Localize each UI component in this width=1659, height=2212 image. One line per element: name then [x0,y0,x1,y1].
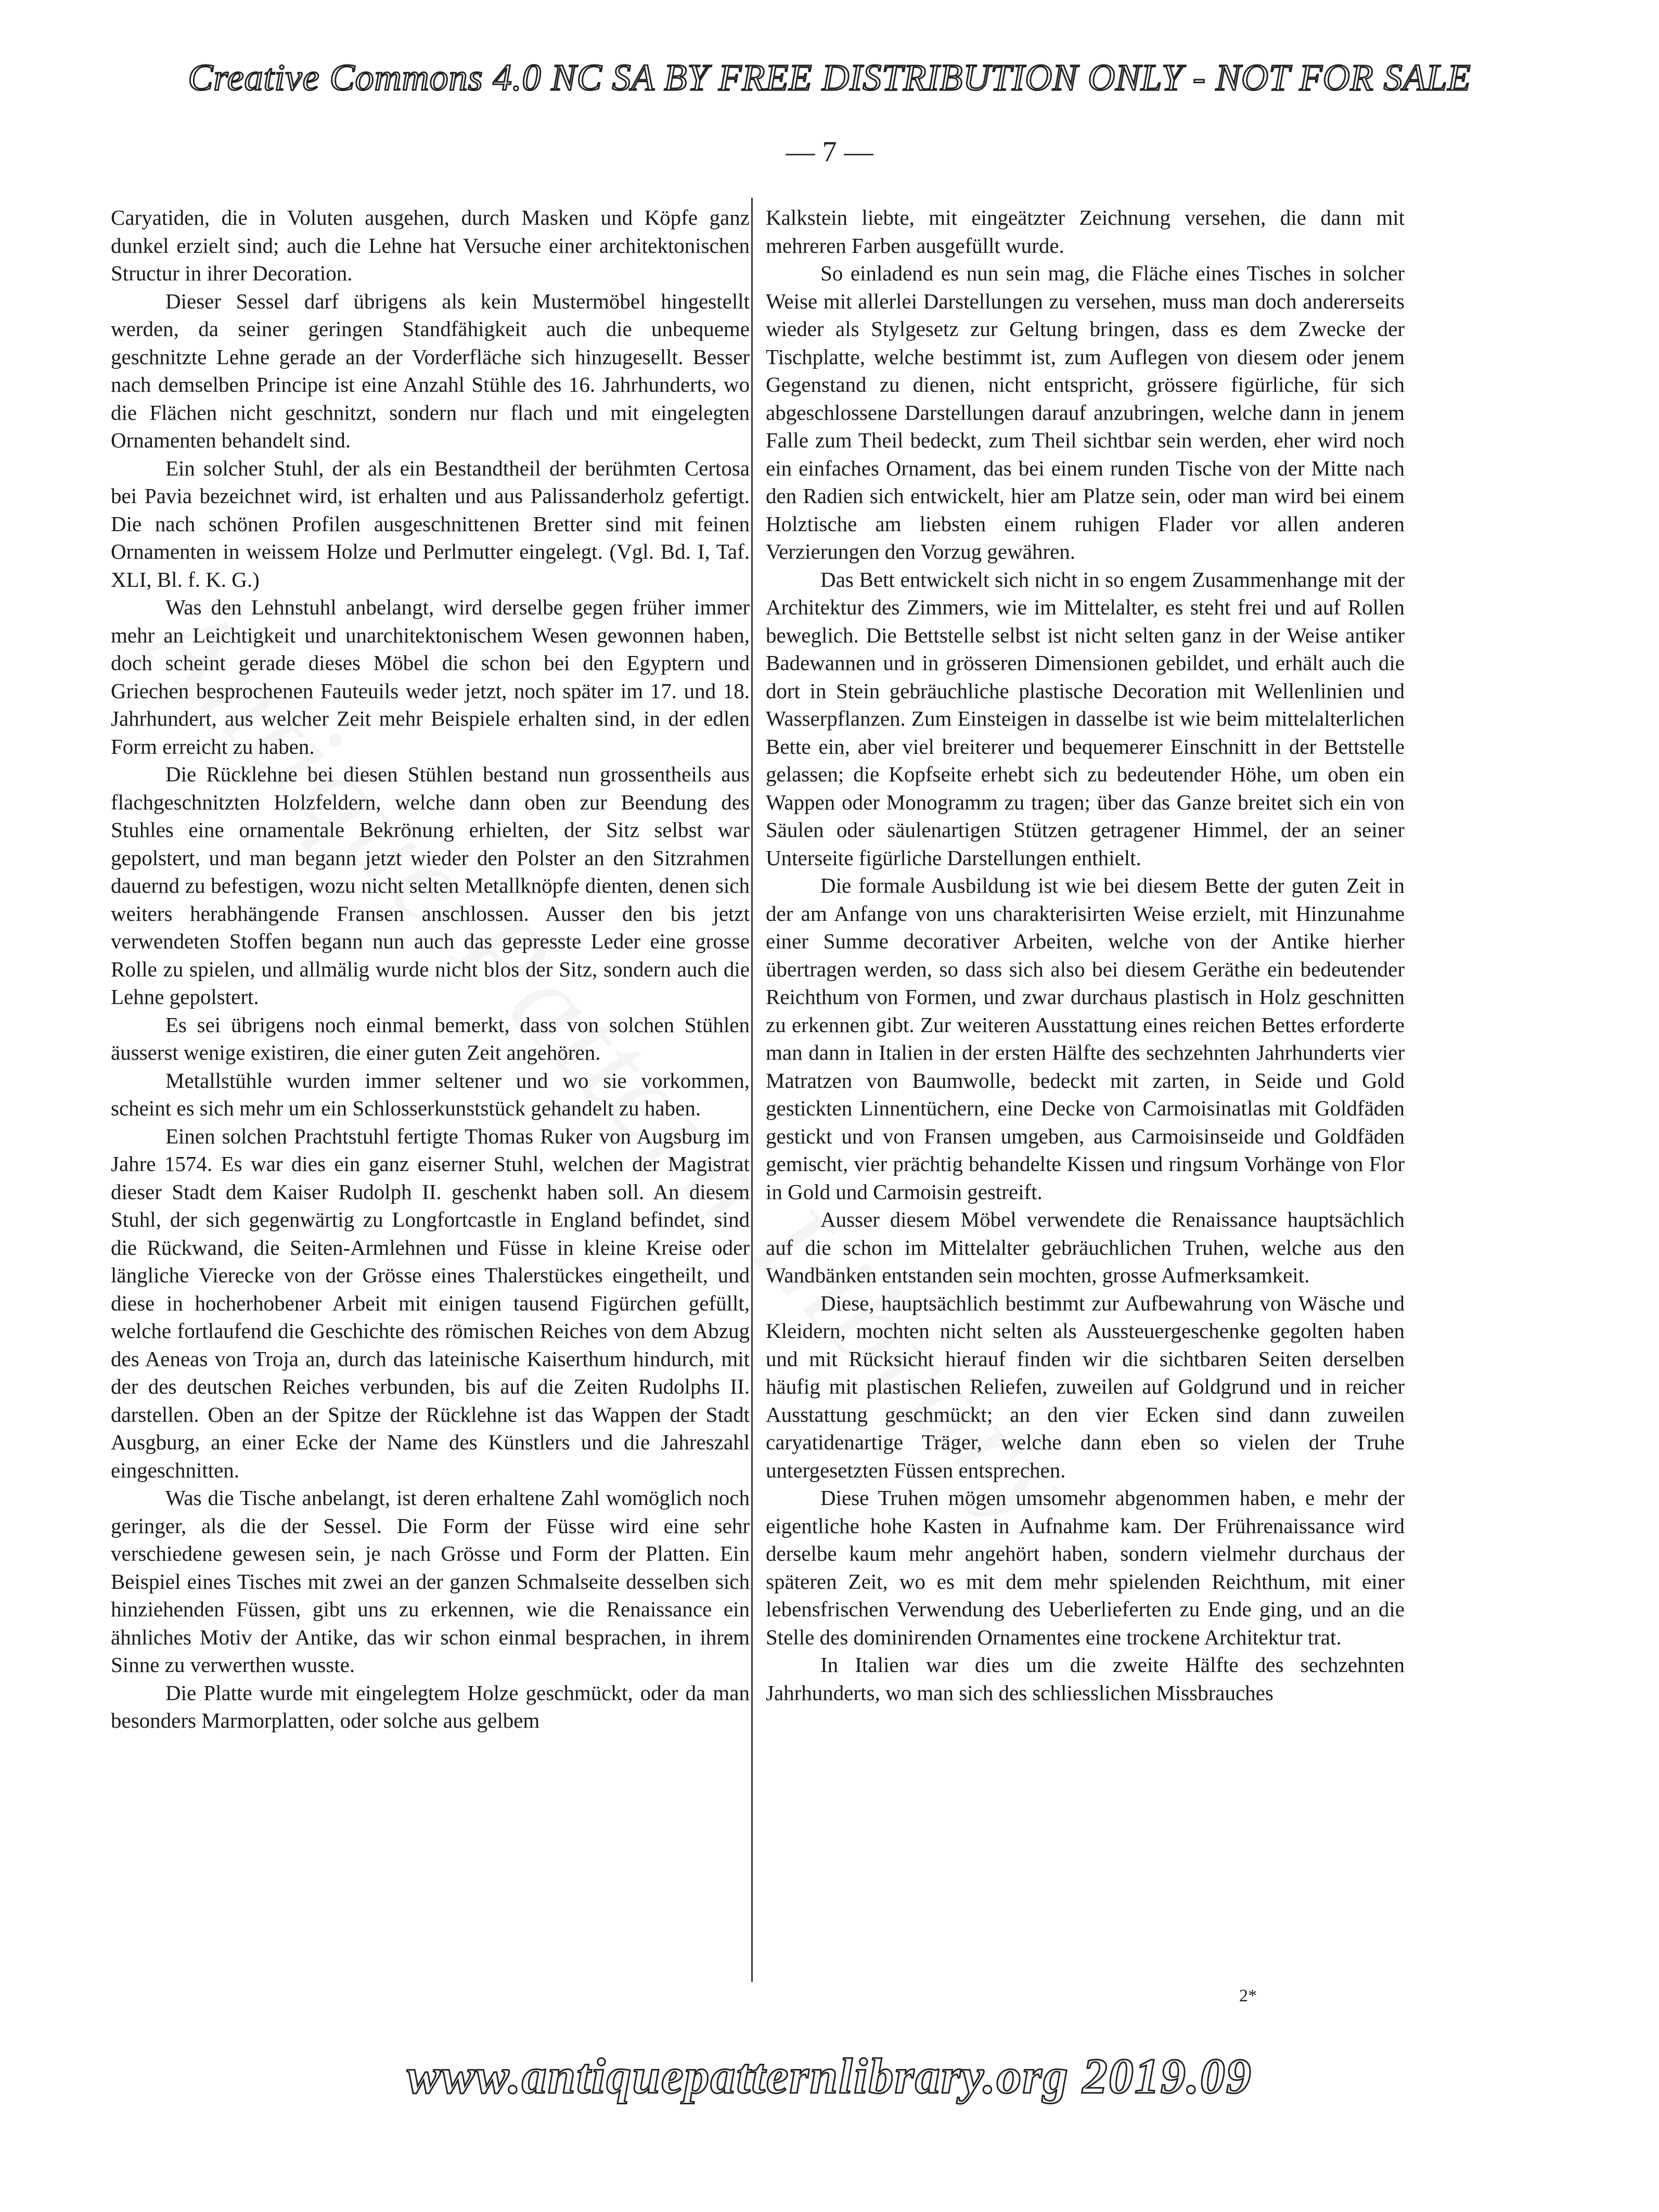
paragraph: Caryatiden, die in Voluten ausgehen, durch Masken und Köpfe ganz dunkel erzielt sind; auch die Lehne hat Versuche einer architektonischen Structur in ihrer Decoration. [111,205,750,285]
paragraph: Das Bett entwickelt sich nicht in so engem Zusammenhange mit der Architektur des Zimmers, wie im Mittelalter, es steht frei und auf Rollen beweglich. Die Bettstelle selbst ist nicht selten ganz in der Weise antiker Badewannen und in grösseren Dimensionen gebildet, und erhält auch die dort in Stein gebräuchliche plastische Decoration mit Wellenlinien und Wasserpflanzen. Zum Einsteigen in dasselbe ist wie beim mittelalterlichen Bette ein, aber viel breiterer und bequemerer Einschnitt in der Bettstelle gelassen; die Kopfseite erhebt sich zu bedeutender Höhe, um oben ein Wappen oder Monogramm zu tragen; über das Ganze breitet sich ein von Säulen oder säulenartigen Stützen getragener Himmel, der an seiner Unterseite figürliche Darstellungen enthielt. [766,567,1405,870]
right-text-column [766,204,1405,1707]
paragraph: Diese, hauptsächlich bestimmt zur Aufbewahrung von Wäsche und Kleidern, mochten nicht selten als Aussteuergeschenke gegolten haben und mit Rücksicht hierauf finden wir die sichtbaren Seiten derselben häufig mit plastischen Reliefen, zuweilen auf Goldgrund und in reicher Ausstattung geschmückt; an den vier Ecken sind dann zuweilen caryatidenartige Träger, welche dann eben so vielen der Truhe untergesetzten Füssen entsprechen. [766,1291,1405,1482]
column-divider [751,198,753,1982]
paragraph: Einen solchen Prachtstuhl fertigte Thomas Ruker von Augsburg im Jahre 1574. Es war dies ein ganz eiserner Stuhl, welchen der Magistrat dieser Stadt dem Kaiser Rudolph II. geschenkt haben soll. An diesem Stuhl, der sich gegenwärtig zu Longfortcastle in England befindet, sind die Rückwand, die Seiten-Armlehnen und Füsse in kleine Kreise oder längliche Vierecke von der Grösse eines Thalerstückes eingetheilt, und diese in hocherhobener Arbeit mit einigen tausend Figürchen gefüllt, welche fortlaufend die Geschichte des römischen Reiches von dem Abzug des Aeneas von Troja an, durch das lateinische Kaiserthum hindurch, mit der des deutschen Reiches verbunden, bis auf die Zeiten Rudolphs II. darstellen. Oben an der Spitze der Rücklehne ist das Wappen der Stadt Ausgburg, an einer Ecke der Name des Künstlers und die Jahreszahl eingeschnitten. [111,1124,750,1482]
license-banner: Creative Commons 4.0 NC SA BY FREE DISTRIBUTION ONLY - NOT FOR SALE [188,57,1471,98]
paragraph: Die Platte wurde mit eingelegtem Holze geschmückt, oder da man besonders Marmorplatten, oder solche aus gelbem [111,1680,750,1732]
paragraph: Was die Tische anbelangt, ist deren erhaltene Zahl womöglich noch geringer, als die der Sessel. Die Form der Füsse wird eine sehr verschiedene gewesen sein, je nach Grösse und Form der Platten. Ein Beispiel eines Tisches mit zwei an der ganzen Schmalseite desselben sich hinziehenden Füssen, gibt uns zu erkennen, wie die Renaissance ein ähnliches Motiv der Antike, das wir schon einmal besprachen, in ihrem Sinne zu verwerthen wusste. [111,1486,750,1677]
footer-url: www.antiquepatternlibrary.org 2019.09 [407,2048,1252,2104]
paragraph: Dieser Sessel darf übrigens als kein Mustermöbel hingestellt werden, da seiner geringen Standfähigkeit auch die unbequeme geschnitzte Lehne gerade an der Vorderfläche sich hinzugesellt. Besser nach demselben Principe ist eine Anzahl Stühle des 16. Jahrhunderts, wo die Flächen nicht geschnitzt, sondern nur flach und mit eingelegten Ornamenten behandelt sind. [111,289,750,452]
paragraph: Die Rücklehne bei diesen Stühlen bestand nun grossentheils aus flachgeschnitzten Holzfeldern, welche dann oben zur Beendung des Stuhles eine ornamentale Bekrönung erhielten, der Sitz selbst war gepolstert, und man begann jetzt wieder den Polster an den Sitzrahmen dauernd zu befestigen, wozu nicht selten Metallknöpfe dienten, denen sich weiters herabhängende Fransen anschlossen. Ausser den bis jetzt verwendeten Stoffen begann nun auch das gepresste Leder eine grosse Rolle zu spielen, und allmälig wurde nicht blos der Sitz, sondern auch die Lehne gepolstert. [111,762,750,1009]
paragraph: Ausser diesem Möbel verwendete die Renaissance hauptsächlich auf die schon im Mittelalter gebräuchlichen Truhen, welche aus den Wandbänken entstanden sein mochten, grosse Aufmerksamkeit. [766,1207,1405,1287]
paragraph: Die formale Ausbildung ist wie bei diesem Bette der guten Zeit in der am Anfange von uns charakterisirten Weise erzielt, mit Hinzunahme einer Summe decorativer Arbeiten, welche von der Antike hierher übertragen werden, so dass sich also bei diesem Geräthe ein bedeutender Reichthum von Formen, und zwar durchaus plastisch in Holz geschnitten zu erkennen gibt. Zur weiteren Ausstattung eines reichen Bettes erforderte man dann in Italien in der ersten Hälfte des sechzehnten Jahrhunderts vier Matratzen von Baumwolle, bedeckt mit zarten, in Seide und Gold gestickten Linnentüchern, eine Decke von Carmoisinatlas mit Goldfäden gestickt und von Fransen umgeben, aus Carmoisinseide und Goldfäden gemischt, vier prächtig behandelte Kissen und ringsum Vorhänge von Flor in Gold und Carmoisin gestreift. [766,873,1405,1204]
page-number: — 7 — [786,136,873,168]
left-text-column [111,204,750,1735]
paragraph: Es sei übrigens noch einmal bemerkt, dass von solchen Stühlen äusserst wenige existiren, die einer guten Zeit angehören. [111,1012,750,1064]
paragraph: Kalkstein liebte, mit eingeätzter Zeichnung versehen, die dann mit mehreren Farben ausgefüllt wurde. [766,205,1405,258]
paragraph: Metallstühle wurden immer seltener und wo sie vorkommen, scheint es sich mehr um ein Schlosserkunststück gehandelt zu haben. [111,1068,750,1120]
paragraph: Diese Truhen mögen umsomehr abgenommen haben, e mehr der eigentliche hohe Kasten in Aufnahme kam. Der Frührenaissance wird derselbe kaum mehr angehört haben, sondern vielmehr durchaus der späteren Zeit, wo es mit dem mehr spielenden Reichthum, mit einer lebensfrischen Verwendung des Ueberlieferten zu Ende ging, und an die Stelle des dominirenden Ornamentes eine trockene Architektur trat. [766,1486,1405,1649]
signature-mark: 2* [1239,1986,1257,2005]
paragraph: Ein solcher Stuhl, der als ein Bestandtheil der berühmten Certosa bei Pavia bezeichnet wird, ist erhalten und aus Palissanderholz gefertigt. Die nach schönen Profilen ausgeschnittenen Bretter sind mit feinen Ornamenten in weissem Holze und Perlmutter eingelegt. (Vgl. Bd. I, Taf. XLI, Bl. f. K. G.) [111,456,750,591]
paragraph: In Italien war dies um die zweite Hälfte des sechzehnten Jahrhunderts, wo man sich des schliesslichen Missbrauches [766,1653,1405,1705]
paragraph: Was den Lehnstuhl anbelangt, wird derselbe gegen früher immer mehr an Leichtigkeit und unarchitektonischem Wesen gewonnen haben, doch scheint gerade dieses Möbel die schon bei den Egyptern und Griechen besprochenen Fauteuils weder jetzt, noch später im 17. und 18. Jahrhundert, aus welcher Zeit mehr Beispiele erhalten sind, in der edlen Form erreicht zu haben. [111,595,750,758]
paragraph: So einladend es nun sein mag, die Fläche eines Tisches in solcher Weise mit allerlei Darstellungen zu versehen, muss man doch andererseits wieder als Stylgesetz zur Geltung bringen, dass es dem Zwecke der Tischplatte, welche bestimmt ist, zum Auflegen von diesem oder jenem Gegenstand zu dienen, nicht entspricht, grössere figürliche, für sich abgeschlossene Darstellungen darauf anzubringen, welche dann in jenem Falle zum Theil bedeckt, zum Theil sichtbar sein werden, eher wird noch ein einfaches Ornament, das bei einem runden Tische von der Mitte nach den Radien sich entwickelt, hier am Platze sein, oder man wird bei einem Holztische am liebsten einem ruhigen Flader vor allen anderen Verzierungen den Vorzug gewähren. [766,261,1405,563]
